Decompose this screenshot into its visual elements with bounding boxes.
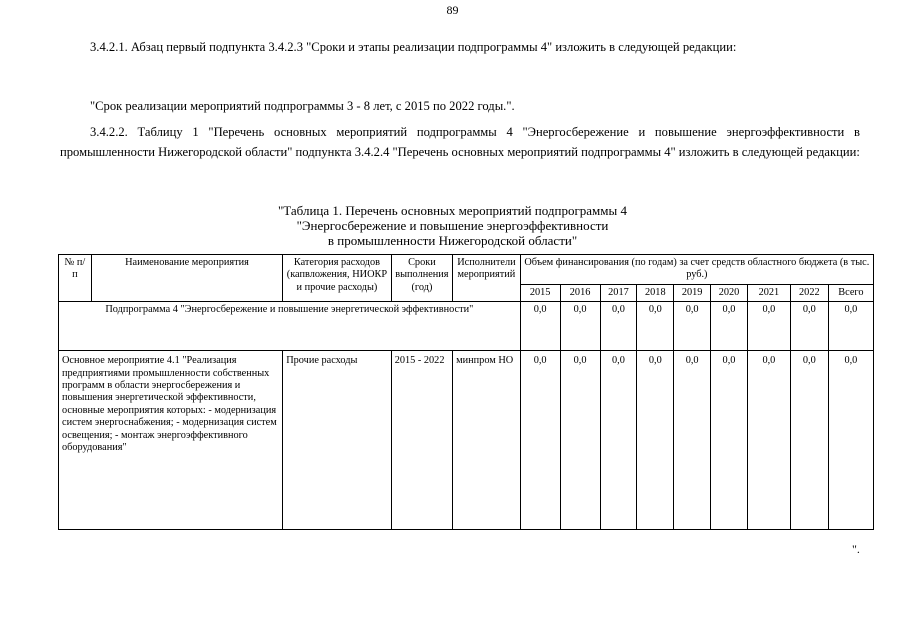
table-cell: 0,0 — [560, 302, 600, 351]
paragraph-2: "Срок реализации мероприятий подпрограммы 3 - 8 лет, с 2015 по 2022 годы.". — [90, 99, 515, 113]
table-cell: 0,0 — [747, 302, 790, 351]
year-header: 2020 — [711, 284, 748, 301]
activity-name: Основное мероприятие 4.1 "Реализация предприятиями промышленности собственных программ в области энергосбережения и повышения энергетической эффективности, основные мероприятия которых: - модернизация систем энергоснабжения; - модернизация систем освещения; - монтаж энергоэффективного оборудования" — [59, 351, 283, 530]
table-cell: 0,0 — [520, 302, 560, 351]
table-caption — [0, 203, 905, 248]
table-caption-line-3: в промышленности Нижегородской области" — [327, 233, 578, 248]
table-cell: 0,0 — [600, 351, 637, 530]
table-cell: 0,0 — [790, 302, 828, 351]
year-header: 2017 — [600, 284, 637, 301]
header-num: № п/п — [59, 255, 92, 302]
table-header-row — [59, 255, 874, 285]
activities-table — [58, 254, 874, 530]
year-header: 2018 — [637, 284, 674, 301]
page-number: 89 — [446, 3, 459, 17]
year-header: 2016 — [560, 284, 600, 301]
total-header: Всего — [828, 284, 873, 301]
activity-executors: минпром НО — [453, 351, 521, 530]
table-cell: 0,0 — [637, 302, 674, 351]
header-terms: Сроки выполнения (год) — [391, 255, 452, 302]
table-cell: 0,0 — [790, 351, 828, 530]
header-funding: Объем финансирования (по годам) за счет средств областного бюджета (в тыс. руб.) — [520, 255, 873, 285]
subprogram-row — [59, 302, 874, 351]
table-caption-line-2: "Энергосбережение и повышение энергоэффективности — [296, 218, 609, 233]
header-name: Наименование мероприятия — [91, 255, 282, 302]
year-header: 2022 — [790, 284, 828, 301]
table-cell: 0,0 — [828, 351, 873, 530]
subprogram-label: Подпрограмма 4 "Энергосбережение и повышение энергетической эффективности" — [59, 302, 521, 351]
table-cell: 0,0 — [560, 351, 600, 530]
table-cell: 0,0 — [674, 351, 711, 530]
paragraph-1: 3.4.2.1. Абзац первый подпункта 3.4.2.3 "Сроки и этапы реализации подпрограммы 4" изложить в следующей редакции: — [90, 40, 737, 54]
year-header: 2015 — [520, 284, 560, 301]
paragraph-3: 3.4.2.2. Таблицу 1 "Перечень основных мероприятий подпрограммы 4 "Энергосбережение и повышение энергоэффективности в промышленности Нижегородской области" подпункта 3.4.2.4 "Перечень основных мероприятий подпрограммы 4" изложить в следующей редакции: — [60, 125, 860, 159]
table-cell: 0,0 — [828, 302, 873, 351]
closing-quote: ". — [852, 542, 860, 556]
main-activity-row — [59, 351, 874, 530]
table-cell: 0,0 — [747, 351, 790, 530]
table-cell: 0,0 — [711, 351, 748, 530]
table-cell: 0,0 — [600, 302, 637, 351]
activity-category: Прочие расходы — [283, 351, 392, 530]
header-executors: Исполнители мероприятий — [453, 255, 521, 302]
table-cell: 0,0 — [711, 302, 748, 351]
table-cell: 0,0 — [674, 302, 711, 351]
year-header: 2021 — [747, 284, 790, 301]
table-caption-line-1: "Таблица 1. Перечень основных мероприятий подпрограммы 4 — [277, 203, 627, 218]
table-cell: 0,0 — [520, 351, 560, 530]
table-cell: 0,0 — [637, 351, 674, 530]
year-header: 2019 — [674, 284, 711, 301]
header-category: Категория расходов (капвложения, НИОКР и прочие расходы) — [283, 255, 392, 302]
activity-terms: 2015 - 2022 — [391, 351, 452, 530]
